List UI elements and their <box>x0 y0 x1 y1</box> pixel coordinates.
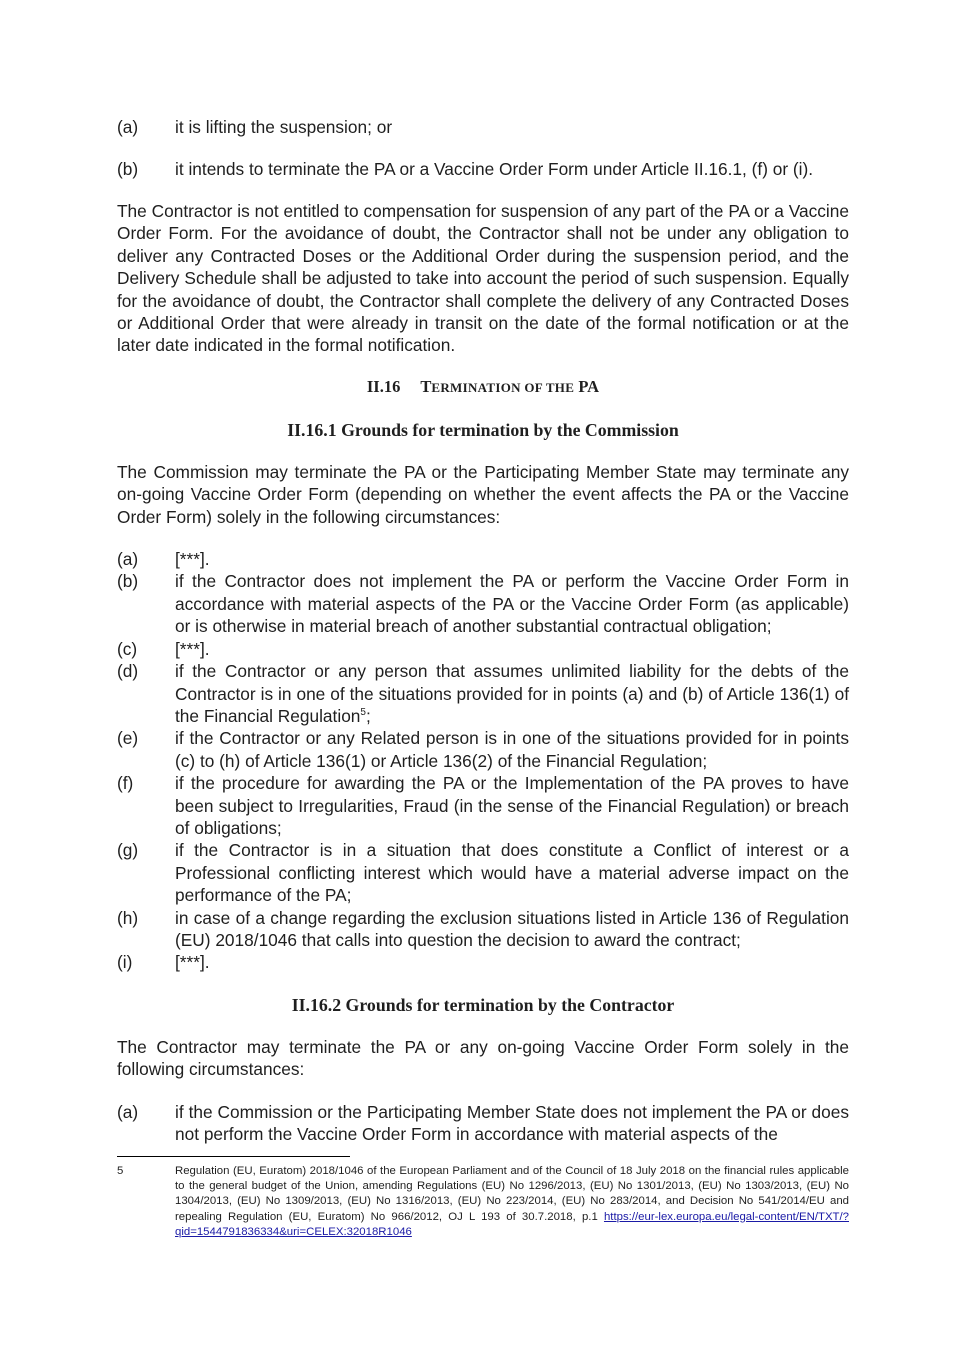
commission-intro: The Commission may terminate the PA or the Participating Member State may terminate any on-going Vaccine Order Form (depending on whether the event affects the PA or the Vaccine Order Form) solely in the following circumstances: <box>117 461 849 527</box>
section-heading <box>117 376 849 399</box>
list-item <box>117 660 849 727</box>
list-item <box>117 839 849 906</box>
commission-grounds-list <box>117 548 849 974</box>
item-text: if the Contractor does not implement the PA or perform the Vaccine Order Form in accordance with material aspects of the PA or the Vaccine Order Form (as applicable) or is otherwise in material breach of another substantial contractual obligation; <box>175 571 849 637</box>
item-label: (b) <box>117 159 139 179</box>
item-text-end: ; <box>365 705 371 726</box>
list-item <box>117 570 849 637</box>
item-label: (b) <box>117 571 139 592</box>
item-text: if the Contractor is in a situation that does constitute a Conflict of interest or a Professional conflicting interest which would have a material adverse impact on the performance of the PA; <box>175 840 849 906</box>
footnote-separator <box>117 1156 350 1157</box>
list-item <box>117 951 849 973</box>
footnote-link[interactable]: https://eur-lex.europa.eu/legal-content/EN/TXT/?qid=1544791836334&uri=CELEX:32018R1046 <box>175 1210 849 1238</box>
list-item <box>117 772 849 839</box>
item-text: [***]. <box>175 638 210 659</box>
item-label: (a) <box>117 117 139 137</box>
list-item <box>117 638 849 660</box>
item-text: it is lifting the suspension; or <box>175 117 393 137</box>
list-item <box>117 1101 849 1146</box>
item-text-main: if the Contractor or any person that assumes unlimited liability for the debts of the Contractor is in one of the situations provided for in points (a) and (b) of Article 136(1) of the Financial Regulation <box>175 661 849 726</box>
contractor-intro: The Contractor may terminate the PA or any on-going Vaccine Order Form solely in the following circumstances: <box>117 1036 849 1080</box>
list-item <box>117 548 849 570</box>
footnote-body: Regulation (EU, Euratom) 2018/1046 of the European Parliament and of the Council of 18 July 2018 on the financial rules applicable to the general budget of the Union, amending Regulations (EU) No 1296/2013, (EU) No 1301/2013, (EU) No 1303/2013, (EU) No 1304/2013, (EU) No 1309/2013, (EU) No 1316/2013, (EU) No 223/2014, (EU) No 283/2014, and Decision No 541/2014/EU and repealing Regulation (EU, Euratom) No 966/2012, OJ L 193 of 30.7.2018, p.1 <box>175 1165 849 1223</box>
subsection-heading-commission: II.16.1 Grounds for termination by the Commission <box>287 419 679 440</box>
item-label: (e) <box>117 728 139 749</box>
list-item <box>117 907 849 952</box>
item-label: (a) <box>117 1101 139 1122</box>
item-label: (g) <box>117 840 139 861</box>
footnote <box>117 1164 849 1240</box>
subsection-heading-contractor: II.16.2 Grounds for termination by the Contractor <box>291 994 675 1015</box>
section-title-end: PA <box>578 376 600 396</box>
item-text: if the procedure for awarding the PA or the Implementation of the PA proves to have been subject to Irregularities, Fraud (in the sense of the Financial Regulation) or breach of obligations; <box>175 773 849 838</box>
section-number: II.16 <box>366 376 401 396</box>
list-item <box>117 158 849 180</box>
document-page <box>117 116 849 1145</box>
list-item <box>117 727 849 772</box>
footnote-text <box>175 1164 849 1240</box>
footnote-ref[interactable]: 5 <box>360 707 366 719</box>
list-item <box>117 116 849 138</box>
section-title-lead: T <box>420 376 432 396</box>
item-label: (h) <box>117 907 139 928</box>
item-text <box>175 660 849 727</box>
item-text: in case of a change regarding the exclusion situations listed in Article 136 of Regulation (EU) 2018/1046 that calls into question the decision to award the contract; <box>175 907 849 950</box>
item-text: if the Commission or the Participating Member State does not implement the PA or does not perform the Vaccine Order Form in accordance with material aspects of the <box>175 1101 849 1144</box>
item-label: (a) <box>117 549 139 570</box>
footnote-number: 5 <box>117 1165 124 1177</box>
item-text: [***]. <box>175 952 210 973</box>
section-title-smallcaps: ERMINATION OF THE <box>431 379 575 395</box>
item-text: if the Contractor or any Related person is in one of the situations provided for in points (c) to (h) of Article 136(1) or Article 136(2) of the Financial Regulation; <box>175 728 849 771</box>
item-text: [***]. <box>175 549 210 570</box>
item-label: (d) <box>117 661 139 682</box>
item-label: (i) <box>117 952 133 973</box>
item-label: (c) <box>117 638 138 659</box>
item-text: it intends to terminate the PA or a Vaccine Order Form under Article II.16.1, (f) or (i). <box>175 159 814 179</box>
item-label: (f) <box>117 773 134 794</box>
suspension-paragraph: The Contractor is not entitled to compensation for suspension of any part of the PA or a Vaccine Order Form. For the avoidance of doubt, the Contractor shall not be under any obligation to deliver any Contracted Doses or the Additional Order during the suspension period, and the Delivery Schedule shall be adjusted to take into account the period of such suspension. Equally for the avoidance of doubt, the Contractor shall complete the delivery of any Contracted Doses or Additional Order that were already in transit on the date of the formal notification or at the later date indicated in the formal notification. <box>117 201 849 356</box>
